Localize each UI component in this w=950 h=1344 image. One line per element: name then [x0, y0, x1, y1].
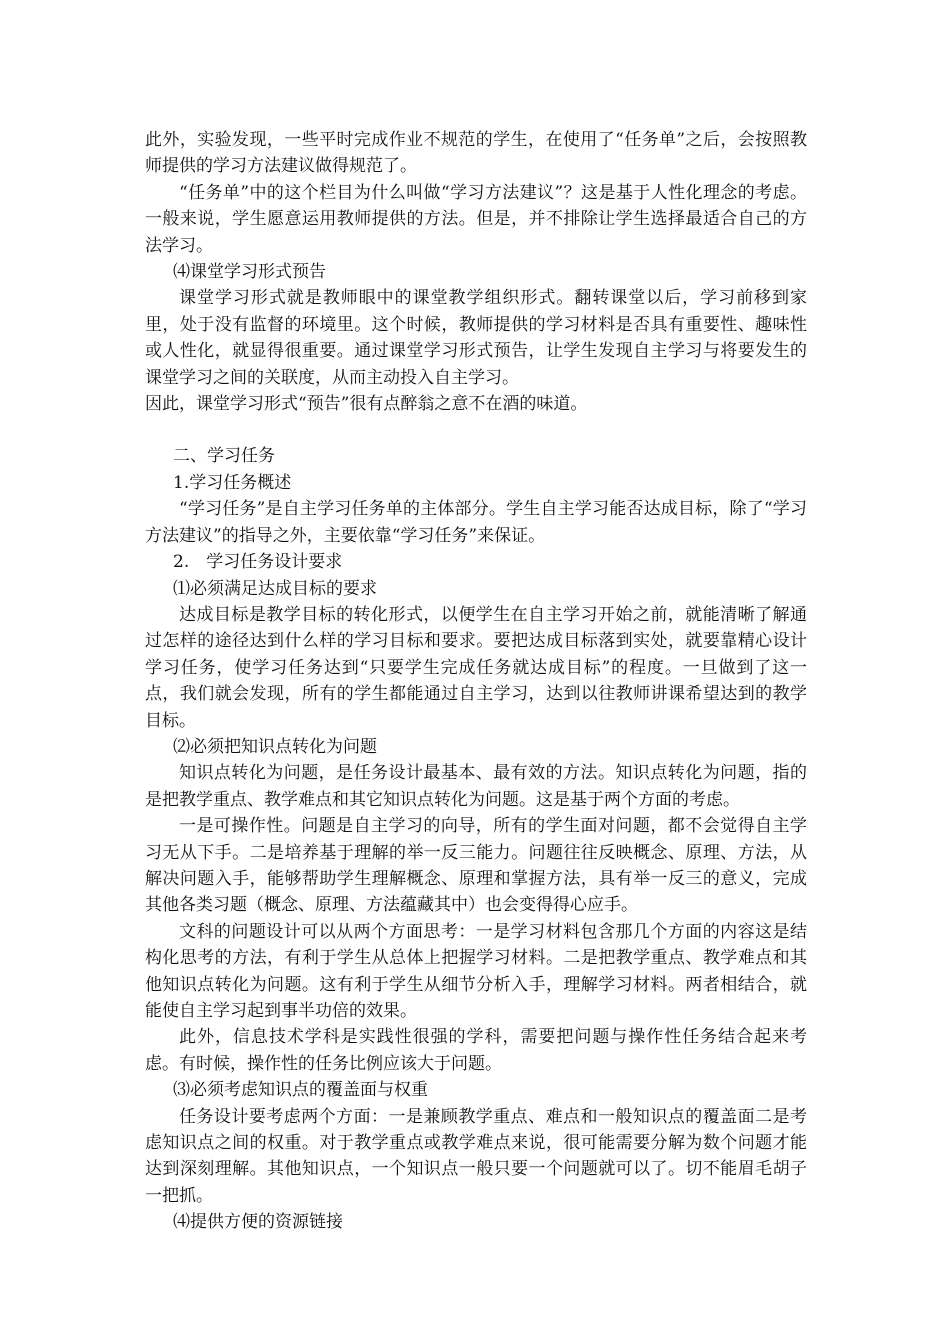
section-heading: 二、学习任务 [173, 446, 275, 467]
paragraph-5: “学习任务”是自主学习任务单的主体部分。学生自主学习能否达成目标，除了“学习方法建议”的指导之外，主要依靠“学习任务”来保证。 [145, 499, 807, 546]
subheading-requirement-2: ⑵必须把知识点转化为问题 [173, 736, 377, 757]
subheading-requirement-4: ⑷提供方便的资源链接 [173, 1212, 343, 1233]
paragraph-2: “任务单”中的这个栏目为什么叫做“学习方法建议”？这是基于人性化理念的考虑。一般来说，学生愿意运用教师提供的方法。但是，并不排除让学生选择最适合自己的方法学习。 [145, 182, 807, 256]
subheading-course-form-preview: ⑷课堂学习形式预告 [173, 262, 326, 283]
paragraph-3: 课堂学习形式就是教师眼中的课堂教学组织形式。翻转课堂以后，学习前移到家里，处于没有监督的环境里。这个时候，教师提供的学习材料是否具有重要性、趣味性或人性化，就显得很重要。通过课堂学习形式预告，让学生发现自主学习与将要发生的课堂学习之间的关联度，从而主动投入自主学习。 [145, 288, 807, 388]
paragraph-6: 达成目标是教学目标的转化形式，以便学生在自主学习开始之前，就能清晰了解通过怎样的途径达到什么样的学习目标和要求。要把达成目标落到实处，就要靠精心设计学习任务，使学习任务达到“只要学生完成任务就达成目标”的程度。一旦做到了这一点，我们就会发现，所有的学生都能通过自主学习，达到以往教师讲课希望达到的教学目标。 [145, 604, 807, 731]
subheading-design-requirements: 2. 学习任务设计要求 [173, 552, 343, 573]
subheading-overview: 1.学习任务概述 [173, 472, 292, 493]
paragraph-1: 此外，实验发现，一些平时完成作业不规范的学生，在使用了“任务单”之后，会按照教师提供的学习方法建议做得规范了。 [145, 130, 807, 177]
subheading-requirement-1: ⑴必须满足达成目标的要求 [173, 578, 377, 599]
document-page [145, 127, 807, 1236]
paragraph-7: 知识点转化为问题，是任务设计最基本、最有效的方法。知识点转化为问题，指的是把教学重点、教学难点和其它知识点转化为问题。这是基于两个方面的考虑。 [145, 763, 807, 810]
subheading-requirement-3: ⑶必须考虑知识点的覆盖面与权重 [173, 1080, 428, 1101]
blank-line [145, 417, 807, 443]
paragraph-8: 一是可操作性。问题是自主学习的向导，所有的学生面对问题，都不会觉得自主学习无从下手。二是培养基于理解的举一反三能力。问题往往反映概念、原理、方法，从解决问题入手，能够帮助学生理解概念、原理和掌握方法，具有举一反三的意义，完成其他各类习题（概念、原理、方法蕴藏其中）也会变得得心应手。 [145, 816, 807, 916]
paragraph-4: 因此，课堂学习形式“预告”很有点醉翁之意不在酒的味道。 [145, 394, 588, 415]
paragraph-10: 此外，信息技术学科是实践性很强的学科，需要把问题与操作性任务结合起来考虑。有时候，操作性的任务比例应该大于问题。 [145, 1027, 807, 1074]
paragraph-11: 任务设计要考虑两个方面：一是兼顾教学重点、难点和一般知识点的覆盖面二是考虑知识点之间的权重。对于教学重点或教学难点来说，很可能需要分解为数个问题才能达到深刻理解。其他知识点，一个知识点一般只要一个问题就可以了。切不能眉毛胡子一把抓。 [145, 1106, 807, 1206]
paragraph-9: 文科的问题设计可以从两个方面思考：一是学习材料包含那几个方面的内容这是结构化思考的方法，有利于学生从总体上把握学习材料。二是把教学重点、教学难点和其他知识点转化为问题。这有利于学生从细节分析入手，理解学习材料。两者相结合，就能使自主学习起到事半功倍的效果。 [145, 921, 807, 1021]
